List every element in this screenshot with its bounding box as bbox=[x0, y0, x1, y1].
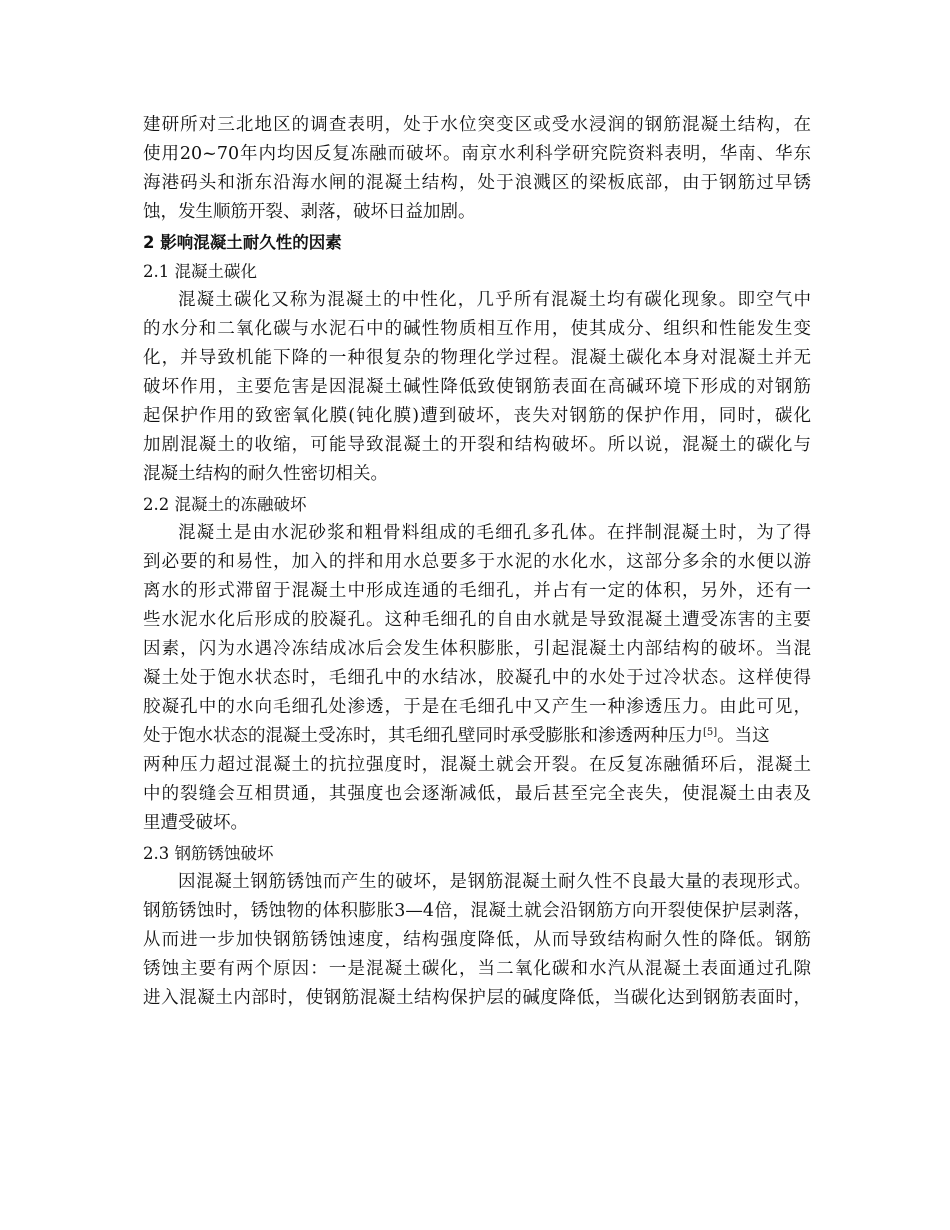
s22-line-5: 因素，闪为水遇冷冻结成冰后会发生体积膨胀，引起混凝土内部结构的破坏。当混 bbox=[143, 639, 811, 659]
s22-line-2: 到必要的和易性，加入的拌和用水总要多于水泥的水化水，这部分多余的水便以游 bbox=[143, 552, 811, 572]
s22-line-10: 中的裂缝会互相贯通，其强度也会逐渐减低，最后甚至完全丧失，使混凝土由表及 bbox=[143, 784, 811, 804]
s22-line-8-tail: 。当这 bbox=[717, 726, 770, 746]
s22-line-8-text: 处于饱水状态的混凝土受冻时，其毛细孔壁同时承受膨胀和渗透两种压力 bbox=[143, 726, 703, 746]
section-2-3-heading: 2.3 钢筋锈蚀破坏 bbox=[143, 844, 274, 863]
s22-line-7: 胶凝孔中的水向毛细孔处渗透，于是在毛细孔中又产生一种渗透压力。由此可见， bbox=[143, 697, 811, 717]
s22-line-4: 些水泥水化后形成的胶凝孔。这种毛细孔的自由水就是导致混凝土遭受冻害的主要 bbox=[143, 610, 811, 630]
intro-line-4: 蚀，发生顺筋开裂、剥落，破坏日益加剧。 bbox=[143, 202, 476, 222]
s22-line-1: 混凝土是由水泥砂浆和粗骨料组成的毛细孔多孔体。在拌制混凝土时，为了得 bbox=[178, 523, 811, 543]
section-2-1-heading: 2.1 混凝土碳化 bbox=[143, 262, 257, 281]
s22-line-11: 里遭受破坏。 bbox=[143, 813, 248, 833]
s23-line-2: 钢筋锈蚀时，锈蚀物的体积膨胀3—4倍，混凝土就会沿钢筋方向开裂使保护层剥落， bbox=[143, 901, 811, 921]
s21-line-1: 混凝土碳化又称为混凝土的中性化，几乎所有混凝土均有碳化现象。即空气中 bbox=[178, 290, 811, 310]
section-2-heading: 2 影响混凝土耐久性的因素 bbox=[143, 233, 342, 252]
s23-line-4: 锈蚀主要有两个原因：一是混凝土碳化，当二氧化碳和水汽从混凝土表面通过孔隙 bbox=[143, 959, 811, 979]
s22-line-6: 凝土处于饱水状态时，毛细孔中的水结冰，胶凝孔中的水处于过冷状态。这样使得 bbox=[143, 668, 811, 688]
s21-line-2: 的水分和二氧化碳与水泥石中的碱性物质相互作用，使其成分、组织和性能发生变 bbox=[143, 319, 811, 339]
s23-line-5: 进入混凝土内部时，使钢筋混凝土结构保护层的碱度降低，当碳化达到钢筋表面时， bbox=[143, 988, 811, 1008]
section-2-2-heading: 2.2 混凝土的冻融破坏 bbox=[143, 495, 307, 514]
s21-line-3: 化，并导致机能下降的一种很复杂的物理化学过程。混凝土碳化本身对混凝土并无 bbox=[143, 348, 811, 368]
s21-line-6: 加剧混凝土的收缩，可能导致混凝土的开裂和结构破坏。所以说，混凝土的碳化与 bbox=[143, 435, 811, 455]
s22-line-9: 两种压力超过混凝土的抗拉强度时，混凝土就会开裂。在反复冻融循环后，混凝土 bbox=[143, 755, 811, 775]
intro-line-3: 海港码头和浙东沿海水闸的混凝土结构，处于浪溅区的梁板底部，由于钢筋过早锈 bbox=[143, 173, 811, 193]
citation-ref: [5] bbox=[703, 727, 718, 738]
s22-line-3: 离水的形式滞留于混凝土中形成连通的毛细孔，并占有一定的体积，另外，还有一 bbox=[143, 581, 811, 601]
s21-line-5: 起保护作用的致密氧化膜(钝化膜)遭到破坏，丧失对钢筋的保护作用，同时，碳化 bbox=[143, 406, 811, 426]
intro-line-2: 使用20~70年内均因反复冻融而破坏。南京水利科学研究院资料表明，华南、华东 bbox=[143, 144, 811, 164]
s22-line-8 bbox=[143, 722, 811, 751]
s23-line-1: 因混凝土钢筋锈蚀而产生的破坏，是钢筋混凝土耐久性不良最大量的表现形式。 bbox=[178, 872, 811, 892]
s21-line-7: 混凝土结构的耐久性密切相关。 bbox=[143, 464, 388, 484]
s21-line-4: 破坏作用，主要危害是因混凝土碱性降低致使钢筋表面在高碱环境下形成的对钢筋 bbox=[143, 377, 811, 397]
intro-line-1: 建研所对三北地区的调查表明，处于水位突变区或受水浸润的钢筋混凝土结构，在 bbox=[143, 115, 811, 135]
s23-line-3: 从而进一步加快钢筋锈蚀速度，结构强度降低，从而导致结构耐久性的降低。钢筋 bbox=[143, 930, 811, 950]
